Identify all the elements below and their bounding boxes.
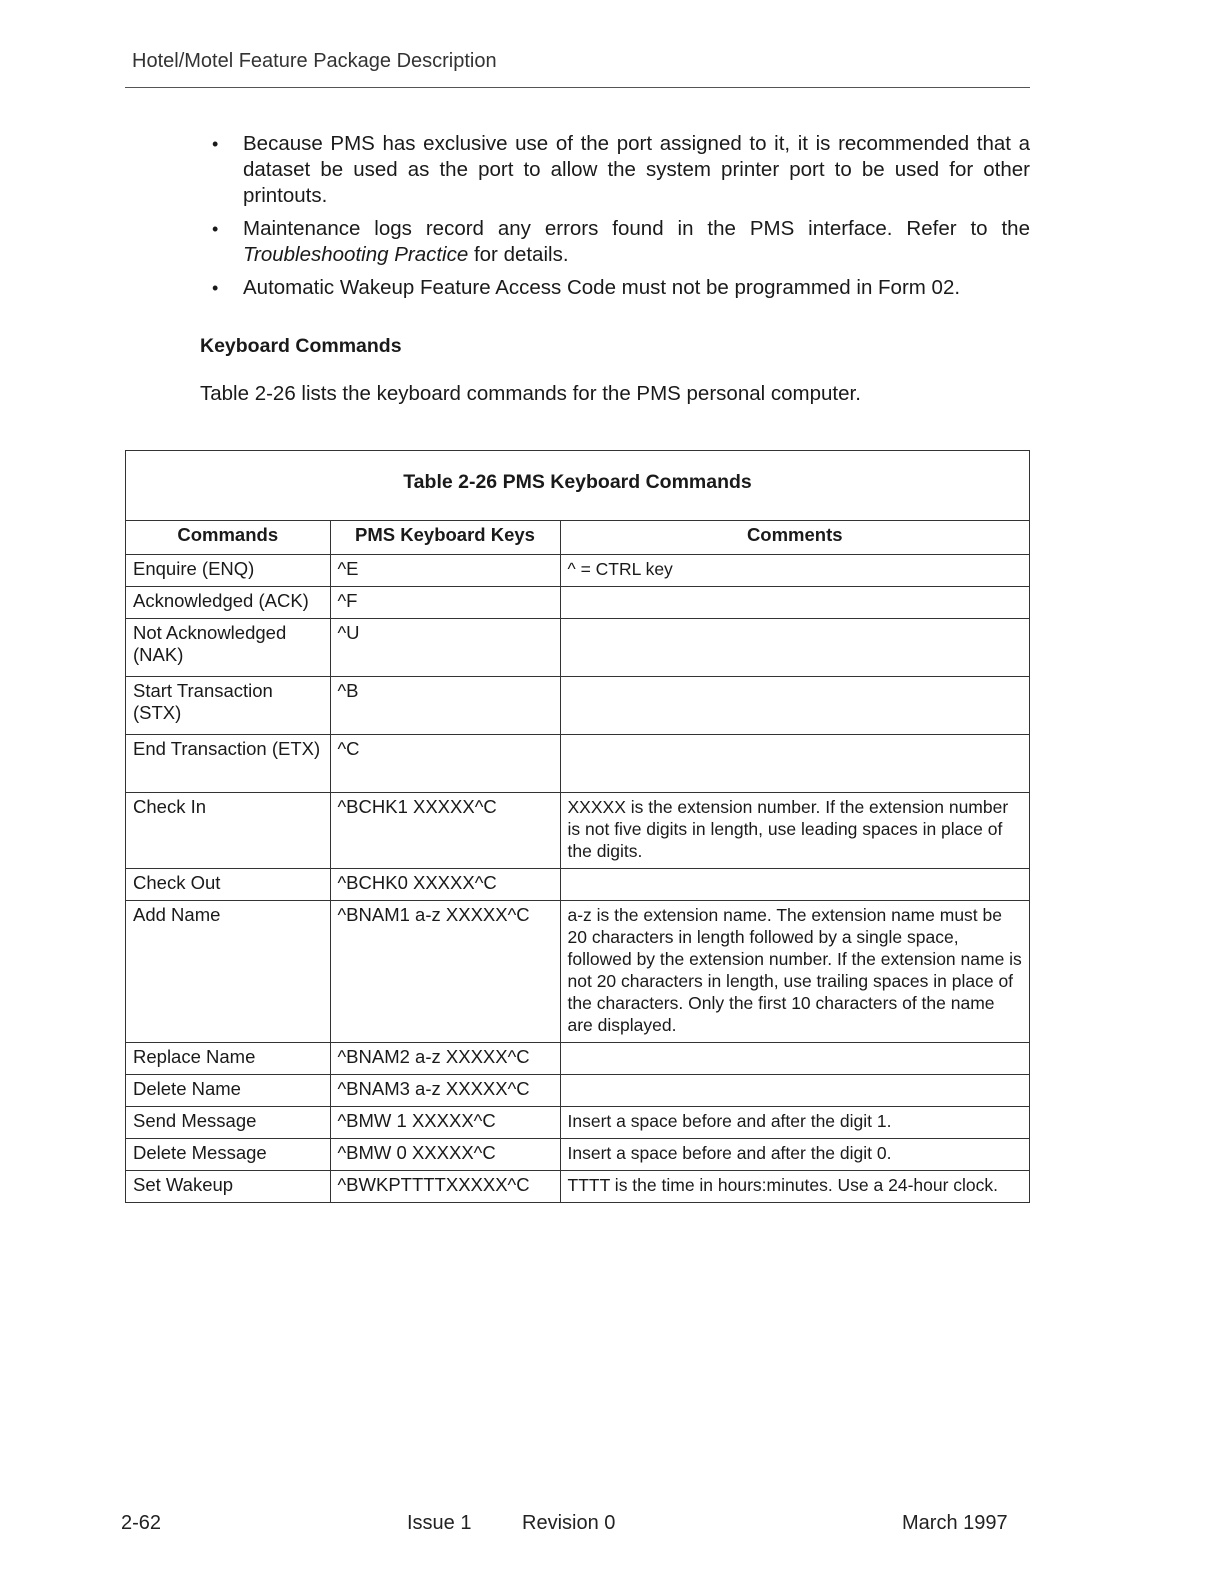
keys-cell: ^U — [330, 619, 560, 677]
comment-cell: ^ = CTRL key — [560, 555, 1029, 587]
keys-cell: ^BNAM3 a-z XXXXX^C — [330, 1075, 560, 1107]
column-header: Comments — [560, 521, 1029, 555]
table-row — [126, 1171, 1029, 1203]
keyboard-commands-table — [125, 450, 1030, 1203]
comment-cell: XXXXX is the extension number. If the extension number is not five digits in length, use leading spaces in place of the digits. — [560, 793, 1029, 869]
keys-cell: ^F — [330, 587, 560, 619]
table-row — [126, 793, 1029, 869]
table-title: Table 2-26 PMS Keyboard Commands — [126, 451, 1029, 521]
table-header-row — [126, 521, 1029, 555]
practice-reference: Troubleshooting Practice — [243, 243, 469, 266]
command-cell: Set Wakeup — [126, 1171, 330, 1203]
bullet-item: • Because PMS has exclusive use of the port assigned to it, it is recommended that a dataset be used as the port to allow the system printer port to be used for other printouts. — [200, 131, 1030, 209]
notes-bullet-list — [200, 131, 1030, 308]
table-row — [126, 901, 1029, 1043]
keys-cell: ^C — [330, 735, 560, 793]
page-number: 2-62 — [121, 1512, 162, 1534]
command-cell: Start Transaction (STX) — [126, 677, 330, 735]
keys-cell: ^BCHK0 XXXXX^C — [330, 869, 560, 901]
comment-cell: Insert a space before and after the digit 1. — [560, 1107, 1029, 1139]
command-cell: Delete Name — [126, 1075, 330, 1107]
bullet-item: • Automatic Wakeup Feature Access Code must not be programmed in Form 02. — [200, 275, 1030, 301]
command-cell: End Transaction (ETX) — [126, 735, 330, 793]
publication-date: March 1997 — [902, 1512, 1008, 1534]
keys-cell: ^BNAM1 a-z XXXXX^C — [330, 901, 560, 1043]
command-cell: Send Message — [126, 1107, 330, 1139]
table-row — [126, 677, 1029, 735]
table-row — [126, 1107, 1029, 1139]
table-row — [126, 1075, 1029, 1107]
keys-cell: ^E — [330, 555, 560, 587]
comment-cell — [560, 869, 1029, 901]
bullet-text: for details. — [468, 243, 569, 266]
comment-cell — [560, 1043, 1029, 1075]
table-row — [126, 587, 1029, 619]
comment-cell — [560, 587, 1029, 619]
bullet-item — [200, 216, 1030, 268]
bullet-text: Maintenance logs record any errors found in the PMS interface. Refer to the — [243, 217, 1030, 240]
command-cell: Replace Name — [126, 1043, 330, 1075]
page-header-title: Hotel/Motel Feature Package Description — [132, 50, 497, 72]
keys-cell: ^BMW 1 XXXXX^C — [330, 1107, 560, 1139]
command-cell: Acknowledged (ACK) — [126, 587, 330, 619]
keys-cell: ^BWKPTTTTXXXXX^C — [330, 1171, 560, 1203]
command-cell: Not Acknowledged (NAK) — [126, 619, 330, 677]
table-row — [126, 555, 1029, 587]
command-cell: Enquire (ENQ) — [126, 555, 330, 587]
command-cell: Delete Message — [126, 1139, 330, 1171]
table-row — [126, 869, 1029, 901]
comment-cell: Insert a space before and after the digit 0. — [560, 1139, 1029, 1171]
section-heading: Keyboard Commands — [200, 335, 402, 357]
keys-cell: ^BMW 0 XXXXX^C — [330, 1139, 560, 1171]
comment-cell — [560, 1075, 1029, 1107]
command-cell: Add Name — [126, 901, 330, 1043]
keys-cell: ^BNAM2 a-z XXXXX^C — [330, 1043, 560, 1075]
column-header: Commands — [126, 521, 330, 555]
keys-cell: ^BCHK1 XXXXX^C — [330, 793, 560, 869]
table-row — [126, 619, 1029, 677]
keys-cell: ^B — [330, 677, 560, 735]
table-row — [126, 735, 1029, 793]
commands-grid — [126, 521, 1029, 1202]
header-divider — [125, 87, 1030, 88]
command-cell: Check Out — [126, 869, 330, 901]
table-row — [126, 1139, 1029, 1171]
issue-label: Issue 1 — [407, 1512, 472, 1534]
comment-cell — [560, 677, 1029, 735]
revision-label: Revision 0 — [522, 1512, 616, 1534]
column-header: PMS Keyboard Keys — [330, 521, 560, 555]
section-intro: Table 2-26 lists the keyboard commands for the PMS personal computer. — [200, 382, 861, 405]
comment-cell: TTTT is the time in hours:minutes. Use a 24-hour clock. — [560, 1171, 1029, 1203]
comment-cell: a-z is the extension name. The extension name must be 20 characters in length followed by a single space, followed by the extension number. If the extension name is not 20 characters in length, use trailing spaces in place of the characters. Only the first 10 characters of the name are displayed. — [560, 901, 1029, 1043]
table-row — [126, 1043, 1029, 1075]
comment-cell — [560, 735, 1029, 793]
comment-cell — [560, 619, 1029, 677]
command-cell: Check In — [126, 793, 330, 869]
